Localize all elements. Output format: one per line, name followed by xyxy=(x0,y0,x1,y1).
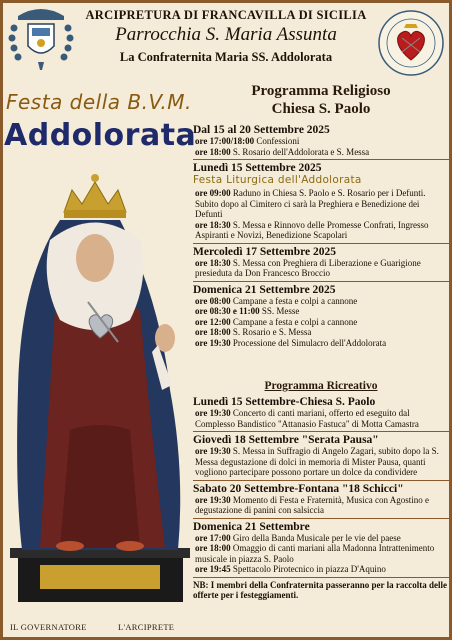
day-heading: Domenica 21 Settembre xyxy=(193,520,310,533)
religious-program-location: Chiesa S. Paolo xyxy=(271,101,371,117)
event-item: ore 18:30 S. Messa e Rinnovo delle Promesse Confrati, Ingresso Aspiranti e Novizi, Benedizione Scapolari xyxy=(195,219,429,240)
event-item: ore 19:30 S. Messa in Suffragio di Angelo Zagari, subito dopo la S. Messa degustazione di dolci in memoria di Mister Pausa, quanti vogliono partecipare possono portare un dolce da condividere xyxy=(195,446,439,477)
event-item: ore 08:30 e 11:00 SS. Messe xyxy=(195,306,300,316)
divider xyxy=(193,480,449,481)
recreational-program-title: Programma Ricreativo xyxy=(264,380,378,392)
religious-block-3 xyxy=(193,246,449,279)
event-item: ore 19:30 Processione del Simulacro dell'Addolorata xyxy=(195,337,387,348)
day-heading: Dal 15 al 20 Settembre 2025 xyxy=(193,124,330,136)
madonna-statue-image xyxy=(0,170,200,610)
divider xyxy=(193,281,449,282)
confraternity-title: La Confraternita Maria SS. Addolorata xyxy=(119,50,333,64)
recreational-program xyxy=(193,380,449,601)
parish-title: Parrocchia S. Maria Assunta xyxy=(115,24,337,45)
nb-note: NB: I membri della Confraternita passeranno per la raccolta delle offerte per i festeggiamenti. xyxy=(193,579,448,600)
recreational-block-3 xyxy=(193,483,449,516)
event-item: ore 18:00 Omaggio di canti mariani alla Madonna Intrattenimento musicale in piazza S. Paolo xyxy=(195,543,435,564)
event-item: ore 19:30 Concerto di canti mariani, offerto ed eseguito dal Complesso Bandistico "Attanasio Fastuca" di Motta Camastra xyxy=(195,408,419,429)
religious-block-4 xyxy=(193,284,449,349)
recreational-block-1 xyxy=(193,396,449,429)
divider xyxy=(193,159,449,160)
religious-program xyxy=(193,82,449,348)
event-item: ore 08:00 Campane a festa e colpi a cannone xyxy=(195,295,358,306)
archpriest-signature-label: L'ARCIPRETE xyxy=(118,622,175,632)
religious-block-2 xyxy=(193,162,449,241)
divider xyxy=(193,243,449,244)
recreational-block-2 xyxy=(193,434,449,478)
day-heading: Giovedì 18 Settembre "Serata Pausa" xyxy=(193,434,379,446)
governor-signature-label: IL GOVERNATORE xyxy=(10,622,87,632)
event-item: ore 17:00/18:00 Confessioni xyxy=(195,136,300,146)
archpriest-title: ARCIPRETURA DI FRANCAVILLA DI SICILIA xyxy=(85,8,367,22)
recreational-block-4 xyxy=(193,521,449,575)
day-heading: Lunedì 15 Settembre 2025 xyxy=(193,162,322,174)
event-item: ore 09:00 Raduno in Chiesa S. Paolo e S. Rosario per i Defunti. Subito dopo al Cimitero ci sarà la Preghiera e Benedizione dei Defunti xyxy=(195,188,426,219)
event-item: ore 19:30 Momento di Festa e Fraternità, Musica con Agostino e degustazione di panini con salsiccia xyxy=(195,494,430,515)
festa-title-line1: Festa della B.V.M. xyxy=(6,90,192,114)
divider xyxy=(193,431,449,432)
day-heading: Mercoledì 17 Settembre 2025 xyxy=(193,245,336,258)
event-item: ore 17:00 Giro della Banda Musicale per le vie del paese xyxy=(195,532,401,543)
confraternity-seal-icon xyxy=(376,8,446,78)
festa-title-line2: Addolorata xyxy=(4,118,197,153)
event-item: ore 18:00 S. Rosario e S. Messa xyxy=(195,327,312,337)
event-item: ore 19:45 Spettacolo Pirotecnico in piazza D'Aquino xyxy=(195,564,386,574)
religious-program-title: Programma Religioso xyxy=(251,83,391,99)
border-top xyxy=(0,0,452,3)
religious-block-1 xyxy=(193,124,449,157)
parish-coat-of-arms-icon xyxy=(6,6,76,74)
feast-subtitle: Festa Liturgica dell'Addolorata xyxy=(193,174,362,186)
day-heading: Sabato 20 Settembre-Fontana "18 Schicci" xyxy=(193,482,404,495)
divider xyxy=(193,518,449,519)
event-item: ore 18:00 S. Rosario dell'Addolorata e S. Messa xyxy=(195,146,370,157)
event-item: ore 12:00 Campane a festa e colpi a cannone xyxy=(195,316,358,327)
divider xyxy=(193,577,449,578)
day-heading: Lunedì 15 Settembre-Chiesa S. Paolo xyxy=(193,396,376,408)
event-item: ore 18:30 S. Messa con Preghiera di Liberazione e Guarigione presieduta da Don Francesco Broccio xyxy=(195,257,421,278)
day-heading: Domenica 21 Settembre 2025 xyxy=(193,283,336,296)
